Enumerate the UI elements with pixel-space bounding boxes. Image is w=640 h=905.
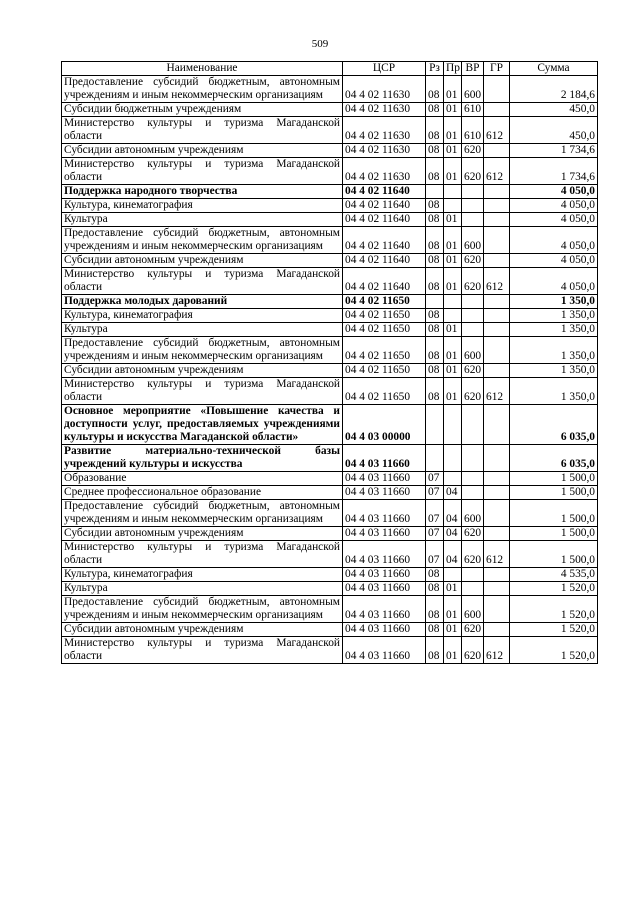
cell-sum: 4 050,0: [510, 227, 598, 254]
cell-vr: 600: [462, 76, 484, 103]
cell-pr: 04: [444, 527, 462, 541]
table-row: [62, 185, 598, 199]
cell-rz: [426, 295, 444, 309]
cell-rz: 07: [426, 486, 444, 500]
cell-vr: 620: [462, 268, 484, 295]
header-gr: ГР: [484, 62, 510, 76]
cell-code: 04 4 02 11640: [343, 213, 426, 227]
header-vr: ВР: [462, 62, 484, 76]
cell-vr: 600: [462, 227, 484, 254]
cell-pr: [444, 295, 462, 309]
cell-sum: 1 500,0: [510, 486, 598, 500]
cell-code: 04 4 02 11640: [343, 254, 426, 268]
cell-code: 04 4 02 11650: [343, 323, 426, 337]
cell-sum: 4 050,0: [510, 213, 598, 227]
cell-rz: 08: [426, 199, 444, 213]
cell-rz: 08: [426, 268, 444, 295]
cell-name: Культура: [62, 582, 343, 596]
cell-sum: 4 050,0: [510, 254, 598, 268]
cell-name: Культура, кинематография: [62, 199, 343, 213]
cell-code: 04 4 03 11660: [343, 541, 426, 568]
cell-pr: 01: [444, 623, 462, 637]
cell-gr: [484, 405, 510, 445]
cell-pr: [444, 405, 462, 445]
cell-pr: [444, 199, 462, 213]
cell-code: 04 4 02 11650: [343, 378, 426, 405]
cell-gr: 612: [484, 268, 510, 295]
cell-vr: 600: [462, 596, 484, 623]
table-row: [62, 323, 598, 337]
cell-gr: [484, 185, 510, 199]
cell-gr: [484, 213, 510, 227]
table-row: [62, 76, 598, 103]
cell-name: Культура: [62, 213, 343, 227]
cell-code: 04 4 02 11650: [343, 337, 426, 364]
cell-vr: 620: [462, 158, 484, 185]
cell-pr: [444, 472, 462, 486]
cell-gr: [484, 199, 510, 213]
cell-pr: 01: [444, 378, 462, 405]
cell-rz: [426, 185, 444, 199]
cell-rz: 08: [426, 378, 444, 405]
cell-sum: 1 520,0: [510, 623, 598, 637]
cell-vr: [462, 472, 484, 486]
cell-sum: 450,0: [510, 117, 598, 144]
cell-name: Предоставление субсидий бюджетным, автономным учреждениям и иным некоммерческим организациям: [62, 337, 343, 364]
table-row: [62, 199, 598, 213]
cell-sum: 1 734,6: [510, 144, 598, 158]
table-body: [62, 76, 598, 664]
cell-sum: 1 350,0: [510, 378, 598, 405]
cell-name: Субсидии бюджетным учреждениям: [62, 103, 343, 117]
cell-rz: 08: [426, 227, 444, 254]
cell-sum: 450,0: [510, 103, 598, 117]
cell-pr: 01: [444, 268, 462, 295]
cell-pr: 04: [444, 500, 462, 527]
cell-rz: 08: [426, 323, 444, 337]
cell-rz: 08: [426, 623, 444, 637]
cell-sum: 1 350,0: [510, 323, 598, 337]
cell-gr: [484, 486, 510, 500]
cell-sum: 4 050,0: [510, 199, 598, 213]
cell-pr: 01: [444, 144, 462, 158]
cell-gr: 612: [484, 378, 510, 405]
cell-name: Субсидии автономным учреждениям: [62, 144, 343, 158]
table-row: [62, 103, 598, 117]
cell-vr: 600: [462, 337, 484, 364]
cell-sum: 1 350,0: [510, 337, 598, 364]
cell-sum: 1 734,6: [510, 158, 598, 185]
page-number: 509: [311, 38, 329, 50]
cell-name: Культура: [62, 323, 343, 337]
cell-pr: 01: [444, 364, 462, 378]
cell-code: 04 4 02 11640: [343, 227, 426, 254]
cell-gr: [484, 227, 510, 254]
cell-vr: 610: [462, 117, 484, 144]
cell-sum: 1 520,0: [510, 637, 598, 664]
cell-rz: 08: [426, 568, 444, 582]
cell-pr: 01: [444, 227, 462, 254]
cell-pr: 01: [444, 213, 462, 227]
cell-sum: 4 535,0: [510, 568, 598, 582]
cell-gr: [484, 103, 510, 117]
cell-sum: 1 500,0: [510, 541, 598, 568]
table-row: [62, 445, 598, 472]
cell-rz: 08: [426, 144, 444, 158]
cell-pr: [444, 568, 462, 582]
cell-sum: 2 184,6: [510, 76, 598, 103]
cell-gr: [484, 472, 510, 486]
cell-pr: 01: [444, 582, 462, 596]
cell-sum: 1 520,0: [510, 596, 598, 623]
cell-rz: 08: [426, 158, 444, 185]
table-row: [62, 144, 598, 158]
cell-gr: [484, 254, 510, 268]
cell-name: Поддержка народного творчества: [62, 185, 343, 199]
cell-vr: [462, 199, 484, 213]
cell-name: Культура, кинематография: [62, 309, 343, 323]
cell-sum: 4 050,0: [510, 268, 598, 295]
cell-name: Предоставление субсидий бюджетным, автономным учреждениям и иным некоммерческим организациям: [62, 76, 343, 103]
cell-pr: 01: [444, 103, 462, 117]
cell-name: Субсидии автономным учреждениям: [62, 527, 343, 541]
cell-vr: [462, 309, 484, 323]
cell-code: 04 4 03 11660: [343, 623, 426, 637]
cell-code: 04 4 03 11660: [343, 637, 426, 664]
cell-vr: [462, 213, 484, 227]
cell-vr: 620: [462, 541, 484, 568]
cell-vr: [462, 323, 484, 337]
cell-vr: [462, 445, 484, 472]
cell-code: 04 4 02 11630: [343, 158, 426, 185]
cell-gr: [484, 623, 510, 637]
cell-rz: 08: [426, 117, 444, 144]
cell-pr: 01: [444, 337, 462, 364]
cell-vr: [462, 185, 484, 199]
table-row: [62, 213, 598, 227]
cell-vr: 620: [462, 378, 484, 405]
cell-code: 04 4 03 11660: [343, 472, 426, 486]
cell-pr: 04: [444, 486, 462, 500]
cell-pr: 01: [444, 596, 462, 623]
table-row: [62, 364, 598, 378]
cell-pr: [444, 185, 462, 199]
cell-pr: 01: [444, 76, 462, 103]
cell-code: 04 4 02 11630: [343, 103, 426, 117]
cell-gr: [484, 527, 510, 541]
cell-gr: 612: [484, 158, 510, 185]
cell-pr: 01: [444, 254, 462, 268]
table-row: [62, 541, 598, 568]
table-row: [62, 500, 598, 527]
cell-sum: 1 350,0: [510, 364, 598, 378]
cell-rz: 08: [426, 364, 444, 378]
cell-code: 04 4 03 11660: [343, 500, 426, 527]
cell-code: 04 4 02 11650: [343, 295, 426, 309]
cell-code: 04 4 02 11630: [343, 76, 426, 103]
cell-gr: [484, 364, 510, 378]
cell-sum: 1 520,0: [510, 582, 598, 596]
cell-pr: 01: [444, 158, 462, 185]
cell-gr: [484, 144, 510, 158]
cell-gr: 612: [484, 637, 510, 664]
cell-vr: 620: [462, 527, 484, 541]
table-row: [62, 227, 598, 254]
table-row: [62, 309, 598, 323]
cell-code: 04 4 02 11650: [343, 364, 426, 378]
table-row: [62, 637, 598, 664]
cell-vr: 620: [462, 637, 484, 664]
table-row: [62, 568, 598, 582]
cell-sum: 4 050,0: [510, 185, 598, 199]
cell-name: Министерство культуры и туризма Магаданской области: [62, 117, 343, 144]
cell-sum: 1 350,0: [510, 309, 598, 323]
table-row: [62, 158, 598, 185]
cell-name: Министерство культуры и туризма Магаданской области: [62, 637, 343, 664]
table-row: [62, 268, 598, 295]
cell-name: Предоставление субсидий бюджетным, автономным учреждениям и иным некоммерческим организациям: [62, 596, 343, 623]
cell-sum: 6 035,0: [510, 445, 598, 472]
cell-gr: [484, 568, 510, 582]
cell-rz: 08: [426, 309, 444, 323]
cell-rz: 08: [426, 103, 444, 117]
cell-rz: 07: [426, 527, 444, 541]
table-row: [62, 596, 598, 623]
cell-code: 04 4 03 11660: [343, 582, 426, 596]
cell-rz: 08: [426, 337, 444, 364]
header-pr: Пр: [444, 62, 462, 76]
cell-rz: [426, 405, 444, 445]
cell-code: 04 4 03 11660: [343, 486, 426, 500]
cell-name: Министерство культуры и туризма Магаданской области: [62, 541, 343, 568]
cell-code: 04 4 03 11660: [343, 568, 426, 582]
cell-name: Развитие материально-технической базы учреждений культуры и искусства: [62, 445, 343, 472]
table-row: [62, 117, 598, 144]
cell-pr: [444, 445, 462, 472]
table-row: [62, 472, 598, 486]
cell-gr: [484, 309, 510, 323]
table-row: [62, 295, 598, 309]
cell-pr: 01: [444, 323, 462, 337]
cell-pr: 01: [444, 637, 462, 664]
cell-gr: [484, 500, 510, 527]
cell-vr: [462, 295, 484, 309]
table-row: [62, 582, 598, 596]
cell-code: 04 4 03 11660: [343, 445, 426, 472]
table-row: [62, 623, 598, 637]
cell-name: Предоставление субсидий бюджетным, автономным учреждениям и иным некоммерческим организациям: [62, 227, 343, 254]
header-rz: Рз: [426, 62, 444, 76]
cell-pr: 01: [444, 117, 462, 144]
cell-name: Министерство культуры и туризма Магаданской области: [62, 268, 343, 295]
cell-name: Министерство культуры и туризма Магаданской области: [62, 158, 343, 185]
cell-vr: 620: [462, 254, 484, 268]
table-row: [62, 378, 598, 405]
budget-table: [61, 61, 598, 664]
cell-vr: 610: [462, 103, 484, 117]
cell-name: Поддержка молодых дарований: [62, 295, 343, 309]
cell-rz: 07: [426, 472, 444, 486]
cell-gr: [484, 295, 510, 309]
cell-sum: 1 500,0: [510, 527, 598, 541]
table-row: [62, 254, 598, 268]
cell-name: Субсидии автономным учреждениям: [62, 254, 343, 268]
cell-rz: 08: [426, 254, 444, 268]
cell-rz: [426, 445, 444, 472]
cell-gr: [484, 337, 510, 364]
cell-name: Министерство культуры и туризма Магаданской области: [62, 378, 343, 405]
cell-gr: 612: [484, 541, 510, 568]
cell-gr: [484, 76, 510, 103]
cell-rz: 08: [426, 76, 444, 103]
cell-sum: 6 035,0: [510, 405, 598, 445]
cell-rz: 07: [426, 541, 444, 568]
cell-code: 04 4 03 11660: [343, 596, 426, 623]
table-row: [62, 405, 598, 445]
cell-gr: [484, 582, 510, 596]
cell-name: Субсидии автономным учреждениям: [62, 623, 343, 637]
cell-rz: 08: [426, 213, 444, 227]
cell-sum: 1 350,0: [510, 295, 598, 309]
header-name: Наименование: [62, 62, 343, 76]
cell-rz: 08: [426, 582, 444, 596]
cell-code: 04 4 03 11660: [343, 527, 426, 541]
cell-vr: 620: [462, 364, 484, 378]
cell-gr: [484, 596, 510, 623]
cell-vr: [462, 486, 484, 500]
cell-rz: 08: [426, 596, 444, 623]
cell-code: 04 4 02 11630: [343, 117, 426, 144]
cell-code: 04 4 02 11650: [343, 309, 426, 323]
cell-vr: 620: [462, 623, 484, 637]
cell-name: Образование: [62, 472, 343, 486]
cell-vr: [462, 568, 484, 582]
cell-vr: [462, 405, 484, 445]
cell-name: Предоставление субсидий бюджетным, автономным учреждениям и иным некоммерческим организациям: [62, 500, 343, 527]
cell-code: 04 4 03 00000: [343, 405, 426, 445]
cell-name: Культура, кинематография: [62, 568, 343, 582]
cell-rz: 08: [426, 637, 444, 664]
cell-gr: [484, 445, 510, 472]
cell-pr: 04: [444, 541, 462, 568]
cell-gr: 612: [484, 117, 510, 144]
cell-name: Среднее профессиональное образование: [62, 486, 343, 500]
cell-rz: 07: [426, 500, 444, 527]
cell-sum: 1 500,0: [510, 472, 598, 486]
cell-pr: [444, 309, 462, 323]
cell-code: 04 4 02 11630: [343, 144, 426, 158]
header-sum: Сумма: [510, 62, 598, 76]
table-header-row: [62, 62, 598, 76]
cell-gr: [484, 323, 510, 337]
table-row: [62, 527, 598, 541]
cell-name: Основное мероприятие «Повышение качества и доступности услуг, предоставляемых учреждениями культуры и искусства Магаданской области»: [62, 405, 343, 445]
cell-vr: 620: [462, 144, 484, 158]
table-row: [62, 337, 598, 364]
header-code: ЦСР: [343, 62, 426, 76]
cell-sum: 1 500,0: [510, 500, 598, 527]
cell-name: Субсидии автономным учреждениям: [62, 364, 343, 378]
table-row: [62, 486, 598, 500]
cell-code: 04 4 02 11640: [343, 199, 426, 213]
cell-code: 04 4 02 11640: [343, 268, 426, 295]
cell-vr: [462, 582, 484, 596]
cell-vr: 600: [462, 500, 484, 527]
cell-code: 04 4 02 11640: [343, 185, 426, 199]
